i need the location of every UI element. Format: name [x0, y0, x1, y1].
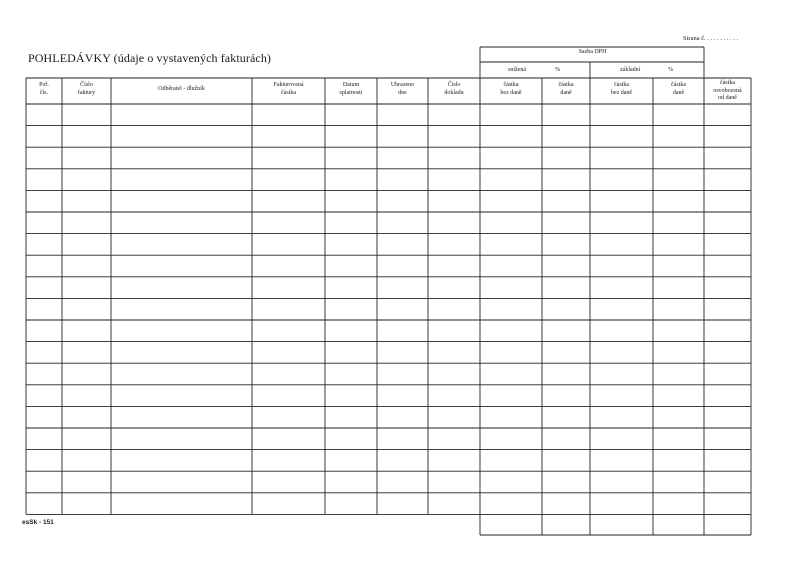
col-header-row-no: Poř. čís.: [39, 82, 49, 96]
vat-standard-percent: %: [668, 67, 673, 73]
col-header-reduced-tax: částka daně: [558, 82, 574, 96]
col-header-invoice-no: Číslo faktury: [77, 82, 96, 96]
col-header-standard-base: částka bez daně: [610, 82, 633, 96]
vat-reduced-percent: %: [555, 67, 560, 73]
page-number-label: Strana č. . . . . . . . . . .: [683, 35, 739, 42]
col-header-invoiced-amount: Fakturovaná částka: [273, 82, 304, 96]
col-header-due-date: Datum splatnosti: [339, 82, 363, 96]
vat-standard-label: základní: [620, 67, 641, 73]
vat-rate-header-label: Sazba DPH: [578, 49, 607, 55]
vat-reduced-label: snížená: [508, 67, 526, 73]
form-code: esSk - 151: [22, 519, 54, 526]
col-header-doc-no: Číslo dokladu: [444, 82, 464, 96]
col-header-paid-on: Uhrazeno dne: [390, 82, 415, 96]
col-header-standard-tax: částka daně: [671, 82, 686, 96]
page-title: POHLEDÁVKY (údaje o vystavených fakturách): [28, 51, 272, 65]
col-header-reduced-base: částka bez daně: [500, 82, 522, 96]
vat-rate-header: [481, 49, 704, 61]
col-header-customer: Odběratel - dlužník: [158, 86, 205, 92]
col-header-exempt-amount: částka osvobozená od daně: [713, 80, 742, 101]
